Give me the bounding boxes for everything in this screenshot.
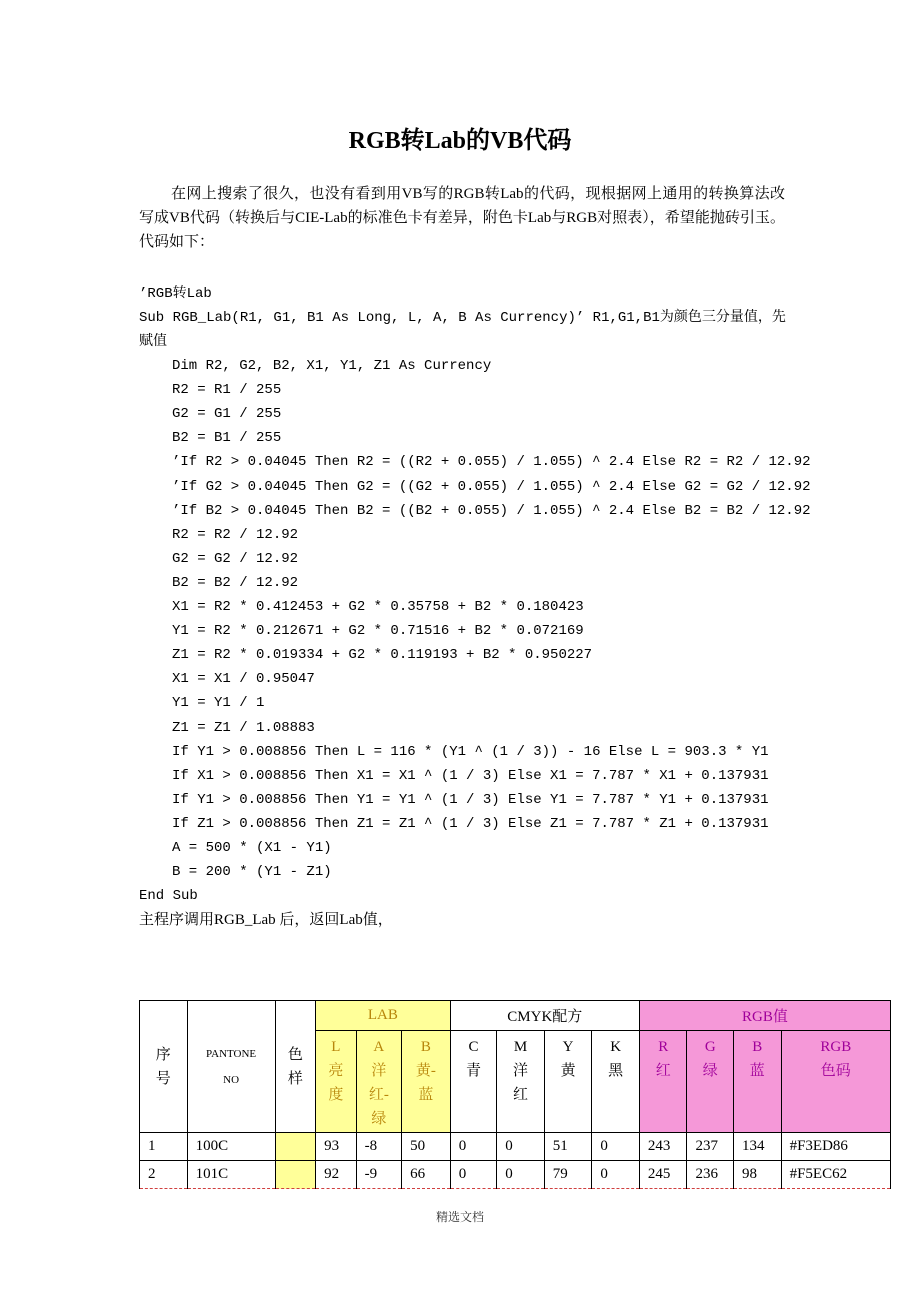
code-line: If Y1 > 0.008856 Then L = 116 * (Y1 ^ (1 / 3)) - 16 Else L = 903.3 * Y1 [172, 743, 769, 760]
header-blue: B 蓝 [734, 1031, 782, 1133]
code-line: R2 = R1 / 255 [172, 382, 282, 399]
cell-b: 50 [402, 1133, 451, 1161]
code-line: G2 = G2 / 12.92 [172, 550, 299, 567]
intro-paragraph: 在网上搜索了很久，也没有看到用VB写的RGB转Lab的代码，现根据网上通用的转换算法改写成VB代码（转换后与CIE-Lab的标准色卡有差异，附色卡Lab与RGB对照表），希望能抛砖引玉。代码如下： [139, 186, 785, 250]
code-line: A = 500 * (X1 - Y1) [172, 839, 332, 856]
cell-pantone: 101C [187, 1161, 275, 1189]
header-rgb: RGB值 [639, 1001, 890, 1031]
cell-a: -9 [356, 1161, 402, 1189]
cell-g: 237 [687, 1133, 734, 1161]
header-g: G 绿 [687, 1031, 734, 1133]
header-l: L 亮 度 [316, 1031, 356, 1133]
code-line: If Z1 > 0.008856 Then Z1 = Z1 ^ (1 / 3) Else Z1 = 7.787 * Z1 + 0.137931 [172, 815, 769, 832]
code-line: If X1 > 0.008856 Then X1 = X1 ^ (1 / 3) Else X1 = 7.787 * X1 + 0.137931 [172, 767, 769, 784]
code-line: Z1 = R2 * 0.019334 + G2 * 0.119193 + B2 * 0.950227 [172, 647, 593, 664]
cell-k: 0 [592, 1133, 640, 1161]
code-line: ’If B2 > 0.04045 Then B2 = ((B2 + 0.055) / 1.055) ^ 2.4 Else B2 = B2 / 12.92 [172, 502, 811, 519]
cell-y: 51 [544, 1133, 592, 1161]
code-line: If Y1 > 0.008856 Then Y1 = Y1 ^ (1 / 3) Else Y1 = 7.787 * Y1 + 0.137931 [172, 791, 769, 808]
table-row [140, 1133, 891, 1161]
cell-c: 0 [450, 1133, 497, 1161]
header-m: M 洋 红 [497, 1031, 545, 1133]
header-cmyk: CMYK配方 [450, 1001, 639, 1031]
code-line: Y1 = R2 * 0.212671 + G2 * 0.71516 + B2 * 0.072169 [172, 623, 584, 640]
code-line: ’RGB转Lab [139, 286, 212, 302]
code-line: End Sub [139, 888, 198, 905]
header-k: K 黑 [592, 1031, 640, 1133]
cell-code: #F3ED86 [781, 1133, 890, 1161]
header-b: B 黄- 蓝 [402, 1031, 451, 1133]
code-line: G2 = G1 / 255 [172, 406, 282, 423]
cell-r: 243 [639, 1133, 687, 1161]
cell-seq: 2 [140, 1161, 188, 1189]
header-y: Y 黄 [544, 1031, 592, 1133]
cell-k: 0 [592, 1161, 640, 1189]
cell-l: 93 [316, 1133, 356, 1161]
code-line: Y1 = Y1 / 1 [172, 695, 265, 712]
code-line: Sub RGB_Lab(R1, G1, B1 As Long, L, A, B As Currency)’ R1,G1,B1为颜色三分量值，先赋值 [139, 310, 786, 351]
header-swatch: 色 样 [275, 1001, 315, 1133]
page-footer: 精选文档 [435, 1210, 484, 1224]
page-title: RGB转Lab的VB代码 [348, 128, 572, 154]
header-code: RGB 色码 [781, 1031, 890, 1133]
cell-blue: 134 [734, 1133, 782, 1161]
cell-b: 66 [402, 1161, 451, 1189]
cell-c: 0 [450, 1161, 497, 1189]
header-lab: LAB [316, 1001, 451, 1031]
code-line: ’If G2 > 0.04045 Then G2 = ((G2 + 0.055) / 1.055) ^ 2.4 Else G2 = G2 / 12.92 [172, 478, 811, 495]
code-block [139, 282, 811, 932]
code-line: B2 = B1 / 255 [172, 430, 282, 447]
cell-swatch [275, 1161, 315, 1189]
code-line: X1 = X1 / 0.95047 [172, 671, 315, 688]
cell-r: 245 [639, 1161, 687, 1189]
cell-m: 0 [497, 1133, 545, 1161]
cell-l: 92 [316, 1161, 356, 1189]
header-a: A 洋 红- 绿 [356, 1031, 402, 1133]
code-line: R2 = R2 / 12.92 [172, 526, 299, 543]
code-line: B2 = B2 / 12.92 [172, 574, 299, 591]
cell-blue: 98 [734, 1161, 782, 1189]
header-pantone: PANTONE NO [187, 1001, 275, 1133]
cell-y: 79 [544, 1161, 592, 1189]
cell-g: 236 [687, 1161, 734, 1189]
cell-seq: 1 [140, 1133, 188, 1161]
cell-m: 0 [497, 1161, 545, 1189]
header-c: C 青 [450, 1031, 497, 1133]
code-line: Dim R2, G2, B2, X1, Y1, Z1 As Currency [172, 358, 492, 375]
cell-pantone: 100C [187, 1133, 275, 1161]
cell-code: #F5EC62 [781, 1161, 890, 1189]
code-line: ’If R2 > 0.04045 Then R2 = ((R2 + 0.055) / 1.055) ^ 2.4 Else R2 = R2 / 12.92 [172, 454, 811, 471]
cell-a: -8 [356, 1133, 402, 1161]
code-line: B = 200 * (Y1 - Z1) [172, 864, 332, 881]
code-line: X1 = R2 * 0.412453 + G2 * 0.35758 + B2 * 0.180423 [172, 599, 584, 616]
table-row [140, 1161, 891, 1189]
code-line: Z1 = Z1 / 1.08883 [172, 719, 315, 736]
code-line: 主程序调用RGB_Lab 后，返回Lab值， [139, 912, 393, 929]
color-table [139, 1000, 891, 1189]
header-seq: 序 号 [140, 1001, 188, 1133]
header-r: R 红 [639, 1031, 687, 1133]
cell-swatch [275, 1133, 315, 1161]
